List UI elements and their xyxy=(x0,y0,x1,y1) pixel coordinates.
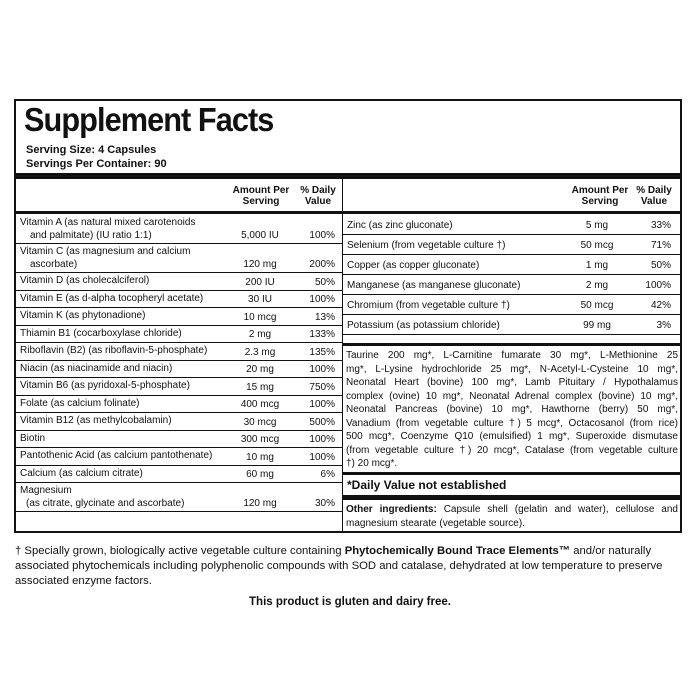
other-nutrients-line: Neonatal Pancreas (bovine) 10 mg*, Hawthorne (berry) 50 mg*, xyxy=(346,404,678,415)
nutrient-daily-value: 100% xyxy=(309,451,335,463)
thick-rule xyxy=(343,495,680,500)
dv-header: % Daily Value xyxy=(636,185,672,207)
nutrient-amount: 50 mcg xyxy=(580,240,614,251)
nutrient-amount: 30 mcg xyxy=(243,416,277,428)
other-nutrients-line: 500 mcg*, Coenzyme Q10 (emulsified) 1 mg*, Superoxide dismutase xyxy=(346,431,678,442)
nutrient-daily-value: 100% xyxy=(309,230,335,241)
nutrient-name: (as citrate, glycinate and ascorbate) xyxy=(26,498,185,509)
nutrient-name: Vitamin E (as d-alpha tocopheryl acetate) xyxy=(20,292,204,304)
nutrient-name: Copper (as copper gluconate) xyxy=(347,260,480,271)
nutrient-row xyxy=(16,413,342,431)
vegetable-culture-footnote: † Specially grown, biologically active vegetable culture containing Phytochemically Bound Trace Elements™ and/or naturally associated phytochemicals including polyphenolic compounds with SOD and catalase, dehydrated at low temperature to preserve associated enzyme factors. xyxy=(15,545,663,587)
nutrient-row xyxy=(343,235,680,255)
servings-per-container: Servings Per Container: 90 xyxy=(26,158,167,170)
nutrient-row xyxy=(16,244,342,273)
other-nutrients-text xyxy=(346,349,678,471)
dv-note-rule xyxy=(343,472,680,475)
nutrient-name: Pantothenic Acid (as calcium pantothenate) xyxy=(20,450,213,461)
other-nutrients-line: Neonatal Heart (bovine) 100 mg*, Lamb Pituitary / Hypothalamus xyxy=(346,377,678,388)
nutrient-row xyxy=(16,448,342,466)
nutrient-row xyxy=(343,315,680,335)
nutrient-amount: 30 IU xyxy=(248,294,272,305)
nutrient-daily-value: 135% xyxy=(309,346,335,358)
nutrient-daily-value: 100% xyxy=(645,280,671,291)
nutrient-name: Magnesium xyxy=(20,485,72,496)
nutrient-row xyxy=(16,466,342,484)
nutrient-row xyxy=(16,343,342,361)
nutrient-daily-value: 200% xyxy=(309,259,335,270)
nutrient-amount: 10 mcg xyxy=(243,311,277,323)
nutrient-name: Zinc (as zinc gluconate) xyxy=(347,220,453,231)
amount-header: Amount Per Serving xyxy=(232,185,290,207)
nutrient-daily-value: 33% xyxy=(650,220,671,231)
nutrient-name: Folate (as calcium folinate) xyxy=(20,397,140,409)
serving-size: Serving Size: 4 Capsules xyxy=(26,144,157,156)
nutrient-daily-value: 100% xyxy=(309,399,335,410)
nutrient-name: Biotin xyxy=(20,432,46,444)
nutrient-row xyxy=(16,361,342,379)
nutrient-amount: 300 mcg xyxy=(240,434,280,445)
header-rule xyxy=(343,211,680,214)
nutrient-daily-value: 133% xyxy=(309,329,335,340)
other-nutrients-line: complex (ovine) 10 mg*, Neonatal Adrenal complex (bovine) 10 mg*, xyxy=(346,390,678,402)
supplement-facts-panel xyxy=(14,99,682,533)
nutrient-amount: 60 mg xyxy=(246,469,274,480)
nutrient-amount: 10 mg xyxy=(246,451,274,463)
nutrient-amount: 99 mg xyxy=(583,320,611,331)
nutrient-row xyxy=(16,215,342,244)
nutrient-amount: 2 mg xyxy=(248,329,272,340)
nutrient-name: and palmitate) (IU ratio 1:1) xyxy=(30,230,152,241)
nutrient-amount: 2 mg xyxy=(585,280,609,291)
nutrient-daily-value: 50% xyxy=(650,260,671,271)
other-nutrients-line: (from vegetable culture †) 20 mcg*, Catalase (from vegetable culture xyxy=(346,444,678,456)
other-nutrients-line: Vanadium (from vegetable culture †) 5 mcg*, Octacosanol (from rice) xyxy=(346,417,678,429)
nutrient-amount: 1 mg xyxy=(585,260,609,271)
nutrient-name: Thiamin B1 (cocarboxylase chloride) xyxy=(20,327,182,339)
nutrient-daily-value: 500% xyxy=(309,416,335,428)
nutrient-name: Niacin (as niacinamide and niacin) xyxy=(20,362,173,374)
nutrient-name: ascorbate) xyxy=(30,259,78,270)
nutrient-daily-value: 3% xyxy=(656,320,671,331)
nutrient-row xyxy=(16,378,342,396)
nutrient-daily-value: 6% xyxy=(320,469,335,480)
nutrient-name: Potassium (as potassium chloride) xyxy=(347,320,500,331)
header-rule xyxy=(16,211,342,214)
nutrient-amount: 120 mg xyxy=(243,259,277,270)
nutrient-amount: 120 mg xyxy=(243,498,277,509)
nutrient-row xyxy=(343,295,680,315)
nutrient-name: Vitamin B6 (as pyridoxal-5-phosphate) xyxy=(20,380,190,391)
nutrient-daily-value: 750% xyxy=(309,381,335,393)
nutrient-daily-value: 71% xyxy=(650,240,671,251)
nutrient-amount: 400 mcg xyxy=(240,399,280,410)
nutrient-daily-value: 100% xyxy=(309,434,335,445)
amount-header: Amount Per Serving xyxy=(571,185,629,207)
nutrient-name: Vitamin A (as natural mixed carotenoids xyxy=(20,217,196,228)
nutrient-amount: 20 mg xyxy=(246,364,274,375)
gluten-dairy-statement: This product is gluten and dairy free. xyxy=(249,596,451,608)
nutrient-name: Chromium (from vegetable culture †) xyxy=(347,300,510,311)
nutrient-row xyxy=(343,215,680,235)
nutrient-row xyxy=(16,326,342,344)
nutrient-row xyxy=(16,273,342,291)
nutrient-daily-value: 42% xyxy=(650,300,671,311)
nutrient-name: Riboflavin (B2) (as riboflavin-5-phosphate) xyxy=(20,345,208,356)
nutrient-name: Manganese (as manganese gluconate) xyxy=(347,280,521,291)
nutrient-daily-value: 30% xyxy=(314,498,335,509)
nutrient-row xyxy=(16,308,342,326)
nutrient-name: Calcium (as calcium citrate) xyxy=(20,467,143,479)
nutrient-row xyxy=(343,275,680,295)
nutrient-name: Selenium (from vegetable culture †) xyxy=(347,240,506,251)
other-ingredients: Other ingredients: Capsule shell (gelatin and water), cellulose and magnesium stearate (vegetable source). xyxy=(346,504,678,529)
other-nutrients-line: mg*, L-Lysine hydrochloride 25 mg*, N-Acetyl-L-Cysteine 10 mg*, xyxy=(346,363,678,375)
nutrient-amount: 5,000 IU xyxy=(241,230,279,241)
nutrient-amount: 2.3 mg xyxy=(244,346,276,358)
other-nutrients-line: †) 20 mcg*. xyxy=(346,458,398,469)
nutrient-daily-value: 13% xyxy=(314,311,335,323)
other-nutrients-line: Taurine 200 mg*, L-Carnitine fumarate 30 mg*, L-Methionine 25 xyxy=(346,350,678,361)
thick-rule xyxy=(16,173,680,179)
nutrient-name: Vitamin B12 (as methylcobalamin) xyxy=(20,415,172,426)
nutrient-amount: 5 mg xyxy=(585,220,609,231)
nutrient-name: Vitamin K (as phytonadione) xyxy=(20,310,146,321)
nutrient-amount: 50 mcg xyxy=(580,300,614,311)
nutrient-row xyxy=(16,431,342,449)
nutrient-name: Vitamin D (as cholecalciferol) xyxy=(20,275,150,286)
nutrient-row xyxy=(16,291,342,309)
minerals-rule xyxy=(343,343,680,346)
nutrient-daily-value: 50% xyxy=(314,276,335,288)
nutrient-row xyxy=(343,255,680,275)
nutrient-amount: 200 IU xyxy=(245,276,275,288)
nutrient-amount: 15 mg xyxy=(246,381,274,393)
dv-header: % Daily Value xyxy=(300,185,336,207)
nutrient-daily-value: 100% xyxy=(309,364,335,375)
panel-title: Supplement Facts xyxy=(24,101,274,138)
nutrient-row xyxy=(16,483,342,512)
nutrient-daily-value: 100% xyxy=(309,294,335,305)
daily-value-note: *Daily Value not established xyxy=(347,478,507,492)
nutrient-row xyxy=(16,396,342,414)
nutrient-name: Vitamin C (as magnesium and calcium xyxy=(20,246,191,257)
